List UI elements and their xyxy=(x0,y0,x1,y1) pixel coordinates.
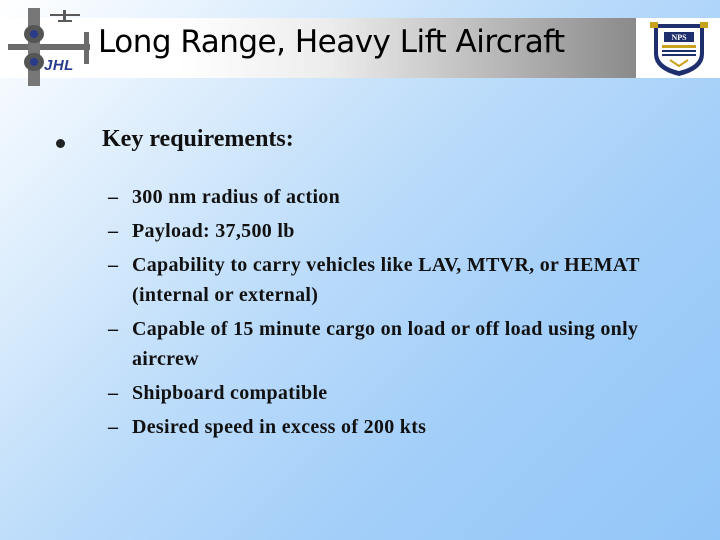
list-item: – Shipboard compatible xyxy=(108,382,328,404)
list-item: – Capability to carry vehicles like LAV, MTVR, or HEMAT (internal or external) xyxy=(108,254,640,306)
jhl-logo-text: JHL xyxy=(44,57,74,74)
bullet-dot-icon xyxy=(56,139,65,148)
list-item: – 300 nm radius of action xyxy=(108,186,341,208)
nps-seal-logo-icon xyxy=(640,20,718,78)
list-item: – Desired speed in excess of 200 kts xyxy=(108,416,427,438)
main-bullet-text: Key requirements: xyxy=(102,126,294,152)
jhl-aircraft-logo-icon xyxy=(0,4,96,88)
requirements-list xyxy=(108,182,700,446)
list-item: – Payload: 37,500 lb xyxy=(108,220,295,242)
slide-title: Long Range, Heavy Lift Aircraft xyxy=(98,24,565,60)
list-item: – Capable of 15 minute cargo on load or off load using only aircrew xyxy=(108,318,639,370)
svg-text:NPS: NPS xyxy=(671,33,687,42)
